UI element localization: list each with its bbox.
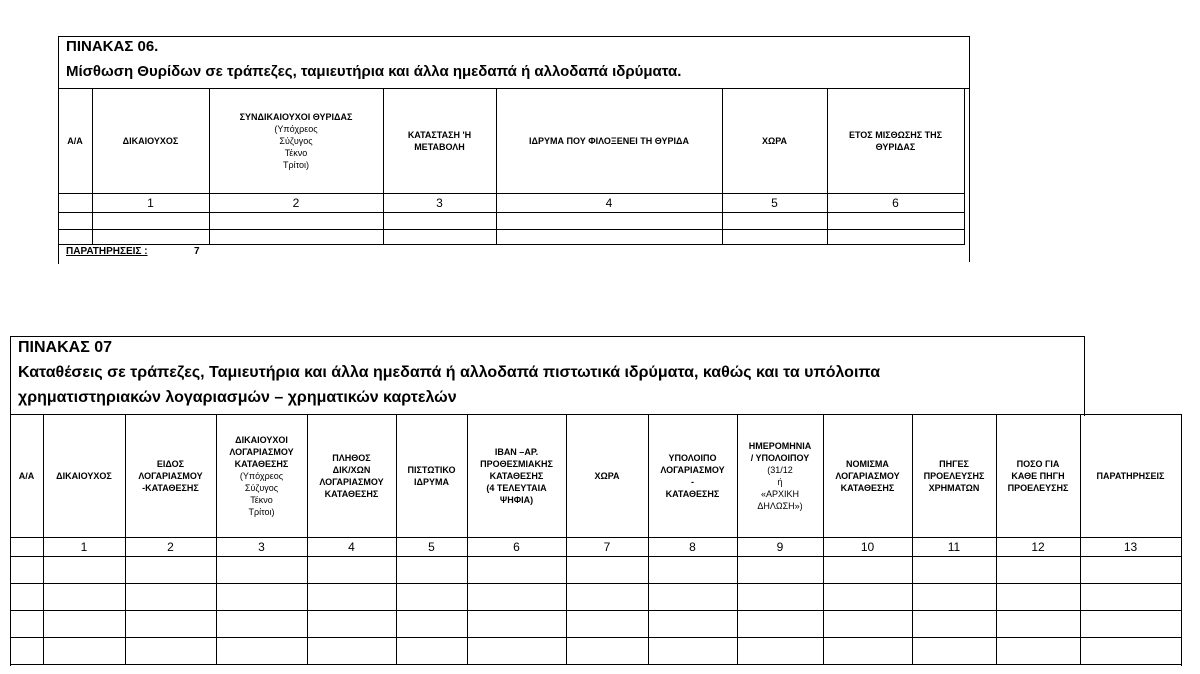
header-aa: Α/Α	[67, 136, 83, 146]
header-sources: ΠΗΓΕΣ ΠΡΟΕΛΕΥΣΗΣ ΧΡΗΜΑΤΩΝ	[923, 459, 985, 493]
col-number: 4	[605, 195, 613, 210]
header-date-label: ΗΜΕΡΟΜΗΝΙΑ / ΥΠΟΛΟΙΠΟΥ	[748, 441, 812, 463]
col-number: 13	[1123, 539, 1138, 554]
col-number: 2	[292, 195, 300, 210]
col-number: 1	[80, 539, 88, 554]
header-coowners	[216, 415, 307, 537]
header-date	[737, 415, 823, 537]
header-date-sub: (31/12 ή «ΑΡΧΙΚΗ ΔΗΛΩΣΗ»)	[757, 465, 803, 511]
col-number: 2	[167, 539, 174, 554]
table-07-subtitle-line1: Καταθέσεις σε τράπεζες, Ταμιευτήρια και άλλα ημεδαπά ή αλλοδαπά πιστωτικά ιδρύματα, καθώς και τα υπόλοιπα	[18, 364, 881, 381]
header-iban: IBAN –ΑΡ. ΠΡΟΘΕΣΜΙΑΚΗΣ ΚΑΤΑΘΕΣΗΣ (4 ΤΕΛΕΥΤΑΙΑ ΨΗΦΙΑ)	[480, 447, 553, 505]
table-07-subtitle-line2: χρηματιστηριακών λογαριασμών – χρηματικών καρτελών	[18, 389, 457, 406]
header-amount: ΠΟΣΟ ΓΙΑ ΚΑΘΕ ΠΗΓΗ ΠΡΟΕΛΕΥΣΗΣ	[1007, 459, 1069, 493]
col-number: 5	[771, 195, 778, 210]
table-06-title: ΠΙΝΑΚΑΣ 06.	[66, 38, 159, 55]
header-owner: ΔΙΚΑΙΟΥΧΟΣ	[56, 471, 112, 481]
header-institution: ΙΔΡΥΜΑ ΠΟΥ ΦΙΛΟΞΕΝΕΙ ΤΗ ΘΥΡΙΔΑ	[529, 136, 689, 146]
col-number: 3	[436, 195, 443, 210]
remarks-number: 7	[194, 246, 200, 257]
header-coowners-sub: (Υπόχρεος Σύζυγος Τέκνο Τρίτοι)	[239, 471, 284, 517]
table-06-subtitle: Μίσθωση Θυρίδων σε τράπεζες, ταμιευτήρια και άλλα ημεδαπά ή αλλοδαπά ιδρύματα.	[66, 63, 682, 80]
header-aa: Α/Α	[18, 471, 35, 481]
col-number: 12	[1031, 539, 1045, 554]
header-coowners-label: ΔΙΚΑΙΟΥΧΟΙ ΛΟΓΑΡΙΑΣΜΟΥ ΚΑΤΑΘΕΣΗΣ	[229, 435, 294, 469]
header-year: ΕΤΟΣ ΜΙΣΘΩΣΗΣ ΤΗΣ ΘΥΡΙΔΑΣ	[848, 130, 943, 152]
table-07-title: ΠΙΝΑΚΑΣ 07	[18, 339, 113, 356]
col-number: 3	[258, 539, 265, 554]
header-count: ΠΛΗΘΟΣ ΔΙΚ/ΧΩΝ ΛΟΓΑΡΙΑΣΜΟΥ ΚΑΤΑΘΕΣΗΣ	[319, 453, 384, 499]
header-coowners-sub: (Υπόχρεος Σύζυγος Τέκνο Τρίτοι)	[274, 124, 318, 170]
col-number: 7	[603, 539, 611, 554]
header-status: ΚΑΤΑΣΤΑΣΗ 'Η ΜΕΤΑΒΟΛΗ	[407, 130, 472, 152]
col-number: 6	[892, 195, 899, 210]
header-coowners-label: ΣΥΝΔΙΚΑΙΟΥΧΟΙ ΘΥΡΙΔΑΣ	[239, 112, 353, 122]
header-account-type: ΕΙΔΟΣ ΛΟΓΑΡΙΑΣΜΟΥ -ΚΑΤΑΘΕΣΗΣ	[138, 459, 203, 493]
header-country: ΧΩΡΑ	[761, 136, 788, 146]
header-institution: ΠΙΣΤΩΤΙΚΟ ΙΔΡΥΜΑ	[407, 465, 456, 487]
header-balance: ΥΠΟΛΟΙΠΟ ΛΟΓΑΡΙΑΣΜΟΥ - ΚΑΤΑΘΕΣΗΣ	[660, 453, 725, 499]
header-remarks: ΠΑΡΑΤΗΡΗΣΕΙΣ	[1096, 471, 1165, 481]
header-country: ΧΩΡΑ	[594, 471, 620, 481]
header-owner: ΔΙΚΑΙΟΥΧΟΣ	[122, 136, 179, 146]
col-number: 5	[428, 539, 435, 554]
col-number: 10	[860, 539, 875, 554]
header-currency: ΝΟΜΙΣΜΑ ΛΟΓΑΡΙΑΣΜΟΥ ΚΑΤΑΘΕΣΗΣ	[835, 459, 900, 493]
col-number: 6	[513, 539, 520, 554]
remarks-label: ΠΑΡΑΤΗΡΗΣΕΙΣ :	[66, 246, 148, 257]
col-number: 1	[147, 195, 154, 210]
col-number: 4	[348, 539, 355, 554]
col-number: 9	[776, 539, 784, 554]
col-number: 11	[947, 539, 961, 554]
col-number: 8	[689, 539, 696, 554]
